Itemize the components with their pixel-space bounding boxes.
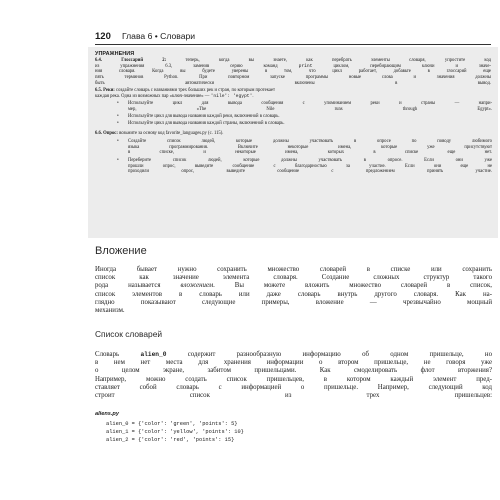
text-run: создайте словарь с названиями трех больших рек и стран, по которым протекает: [116, 88, 276, 93]
text-run: Словарь: [95, 351, 141, 358]
bullet-dot-icon: •: [117, 158, 119, 163]
text-run: из упражнения 6.3, заменив серию команд: [95, 63, 299, 69]
text-run: теперь, когда вы знаете, как перебрать элементы словаря, упростите код: [185, 58, 491, 63]
exercise-6-4: [95, 58, 491, 87]
text-run: Переберите список людей, которые должны участвовать в опросе. Если они уже: [128, 158, 492, 163]
text-run: языка программирования. Включите некоторые имена, которые уже присутствуют: [128, 144, 492, 150]
text-run: содержит разнообразную информацию об одном пришельце, но: [166, 351, 492, 358]
exercise-6-6: [95, 131, 491, 137]
text-run: мер, «The Nile runs through Egypt».: [128, 106, 492, 112]
page-header: [95, 31, 491, 45]
header-rule: [95, 44, 491, 45]
code-line: alien_1 = {'color': 'yellow', 'points': 10}: [106, 429, 244, 435]
chapter-title: Глава 6 • Словари: [122, 31, 196, 41]
text-run: Используйте цикл для вывода названия каждой страны, включенной в словарь.: [128, 121, 285, 126]
text-run: быть автоматически включены в вывод.: [95, 80, 491, 86]
exercise-6-6-bullet-1: [117, 139, 492, 156]
text-run: возьмите за основу код favorite_languages.py (с. 115).: [119, 131, 224, 136]
code-line: alien_0 = {'color': 'green', 'points': 5}: [106, 421, 238, 427]
text-run: проходили опрос, выведите сообщение с предложением принять участие.: [128, 169, 492, 175]
text-run: в списке, и некоторые имена, которых в списке еще нет.: [128, 150, 492, 156]
page-number: 120: [95, 31, 111, 42]
text-run: ния словаря. Когда вы будете уверены в том, что цикл работает, добавьте в глоссарий еще: [95, 69, 491, 75]
bullet-dot-icon: •: [117, 114, 119, 119]
bullet-dot-icon: •: [117, 139, 119, 144]
inline-code: print: [298, 63, 313, 69]
bullet-dot-icon: •: [117, 121, 119, 126]
text-run: каждая река. Одна из возможных пар «ключ-значение» —: [95, 93, 211, 99]
inline-code: 'nile': 'egypt': [210, 93, 253, 99]
text-run: ставляет собой словарь с информацией о пришельце. Например, следующий код: [95, 383, 492, 391]
text-run: о целом экране, забитом пришельцами. Как смоделировать флот вторжения?: [95, 367, 492, 375]
text-run: .: [252, 93, 254, 99]
text-run: Например, можно создать список пришельцев, в котором каждый элемент пред-: [95, 375, 492, 383]
text-run: 6.5. Реки:: [95, 88, 117, 93]
text-run: циклом, перебирающим ключи и значе-: [312, 63, 491, 69]
exercise-6-5: [95, 88, 491, 99]
text-run: 6.6. Опрос:: [95, 131, 120, 136]
text-run: Создайте список людей, которые должны участвовать в опросе по поводу любимого: [128, 139, 492, 144]
text-run: вложением: [180, 282, 214, 290]
text-run: пять терминов Python. При повторном запуске программы новые слова и значения должны: [95, 75, 491, 81]
subsection-paragraph: [95, 351, 492, 400]
code-line: alien_2 = {'color': 'red', 'points': 15}: [106, 437, 235, 443]
exercises-heading: УПРАЖНЕНИЯ: [95, 51, 135, 57]
exercise-6-5-bullet-1: [117, 101, 492, 112]
text-run: . Вы можете вложить множество словарей в список,: [213, 282, 492, 290]
text-run: Используйте цикл для вывода названия каждой реки, включенной в словарь.: [128, 114, 280, 119]
text-run: глядно показывают следующие примеры, вложение — чрезвычайно мощный: [95, 298, 492, 306]
bullet-dot-icon: •: [117, 101, 119, 106]
code-filename: aliens.py: [95, 411, 119, 417]
section-paragraph: [95, 266, 492, 315]
text-run: Используйте цикл для вывода сообщения с упоминанием реки и страны — напри-: [128, 101, 492, 106]
text-run: прошли опрос, выведите сообщение с благодарностью за участие. Если они еще не: [128, 163, 492, 169]
exercise-6-6-bullet-2: [117, 158, 492, 175]
section-title: Вложение: [95, 245, 147, 257]
subsection-title: Список словарей: [95, 329, 163, 339]
exercise-6-5-bullet-2: [117, 114, 492, 120]
text-run: механизм.: [95, 307, 125, 315]
text-run: Иногда бывает нужно сохранить множество словарей в списке или сохранить: [95, 266, 492, 273]
text-run: строит список из трех пришельцев:: [95, 392, 492, 400]
text-run: рода называется: [95, 282, 181, 290]
text-run: в нем нет места для хранения информации о втором пришельце, не говоря уже: [95, 359, 492, 367]
exercise-6-5-bullet-3: [117, 121, 492, 127]
text-run: 6.4. Глоссарий 2:: [95, 58, 186, 63]
inline-code: alien_0: [140, 351, 167, 358]
text-run: список как значение элемента словаря. Создание сложных структур такого: [95, 274, 492, 282]
text-run: список элементов в словарь или даже словарь внутрь другого словаря. Как на-: [95, 290, 492, 298]
